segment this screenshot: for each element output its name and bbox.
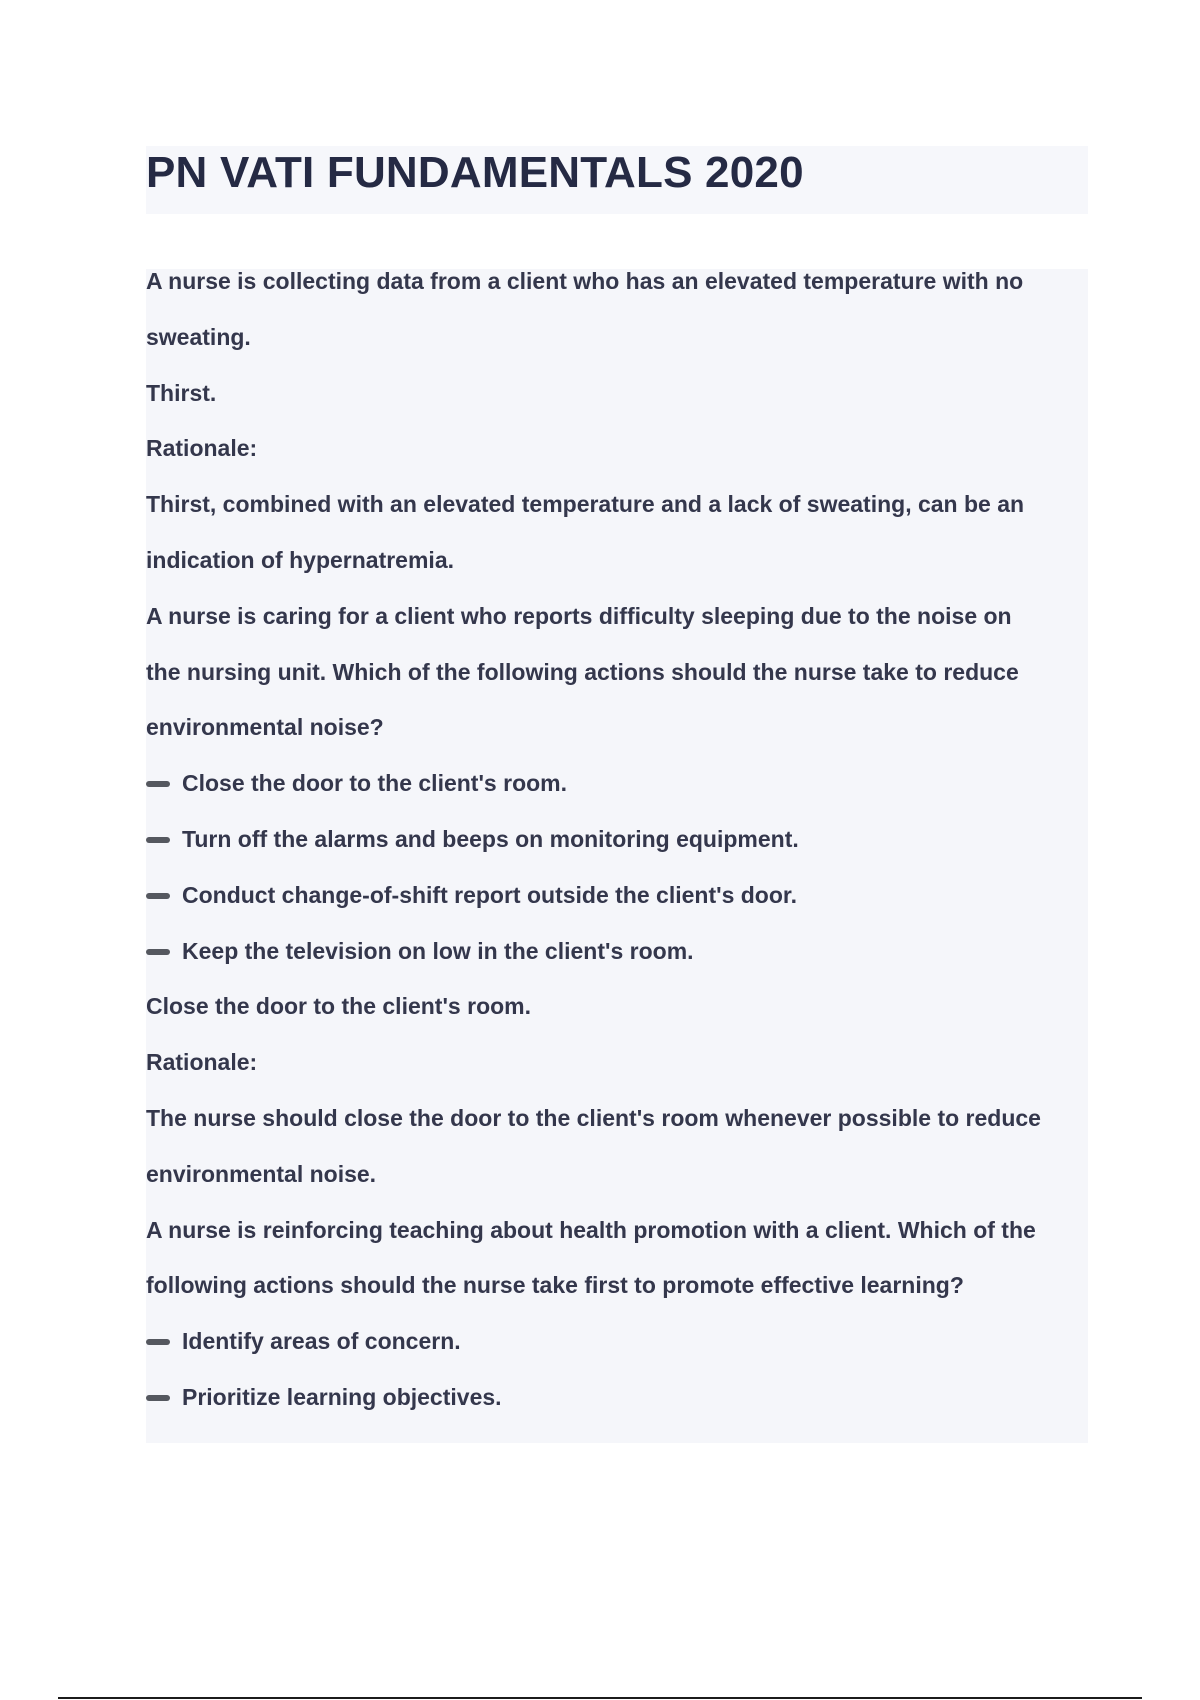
text-line (146, 436, 1088, 492)
text-line-content: The nurse should close the door to the client's room whenever possible to reduce (146, 1104, 1041, 1131)
text-line-content: following actions should the nurse take first to promote effective learning? (146, 1272, 964, 1299)
answer-option-text: Close the door to the client's room. (182, 770, 568, 797)
dash-bullet-icon (146, 949, 170, 955)
text-line-content: the nursing unit. Which of the following actions should the nurse take to reduce (146, 658, 1019, 685)
text-line-content: Rationale: (146, 1049, 258, 1076)
text-line (146, 1218, 1088, 1274)
text-line (146, 1106, 1088, 1162)
text-line-content: Thirst, combined with an elevated temperature and a lack of sweating, can be an (146, 491, 1025, 518)
text-line (146, 492, 1088, 548)
text-line (146, 269, 1088, 325)
text-line (146, 604, 1088, 660)
text-line-content: A nurse is collecting data from a client who has an elevated temperature with no (146, 268, 1024, 294)
text-line-content: Rationale: (146, 435, 258, 462)
answer-option (146, 1329, 1088, 1385)
text-line-content: indication of hypernatremia. (146, 546, 454, 573)
text-line-content: Thirst. (146, 379, 217, 406)
dash-bullet-icon (146, 1339, 170, 1345)
dash-bullet-icon (146, 893, 170, 899)
text-line-content: sweating. (146, 323, 251, 350)
text-line (146, 325, 1088, 381)
text-line-content: environmental noise. (146, 1160, 377, 1187)
text-line-content: A nurse is caring for a client who reports difficulty sleeping due to the noise on (146, 602, 1012, 629)
answer-option (146, 939, 1088, 995)
text-line (146, 381, 1088, 437)
answer-option-text: Identify areas of concern. (182, 1328, 461, 1355)
text-line-content: Close the door to the client's room. (146, 993, 532, 1020)
dash-bullet-icon (146, 781, 170, 787)
answer-option (146, 1385, 1088, 1441)
answer-option-text: Keep the television on low in the client's room. (182, 937, 694, 964)
text-line (146, 1273, 1088, 1329)
text-line (146, 715, 1088, 771)
answer-option (146, 883, 1088, 939)
answer-option-text: Prioritize learning objectives. (182, 1383, 502, 1410)
dash-bullet-icon (146, 837, 170, 843)
footer-divider (58, 1697, 1142, 1699)
answer-option (146, 771, 1088, 827)
answer-option-text: Conduct change-of-shift report outside the client's door. (182, 881, 797, 908)
document-title: PN VATI FUNDAMENTALS 2020 (146, 148, 804, 197)
text-line-content: A nurse is reinforcing teaching about health promotion with a client. Which of the (146, 1216, 1036, 1243)
text-line (146, 1162, 1088, 1218)
text-line (146, 548, 1088, 604)
content-block (146, 269, 1088, 1443)
answer-option-text: Turn off the alarms and beeps on monitoring equipment. (182, 825, 799, 852)
text-line (146, 1050, 1088, 1106)
text-line-content: environmental noise? (146, 714, 384, 741)
text-line (146, 994, 1088, 1050)
question-lines (146, 269, 1088, 1441)
answer-option (146, 827, 1088, 883)
title-block (146, 146, 1088, 214)
dash-bullet-icon (146, 1395, 170, 1401)
text-line (146, 660, 1088, 716)
